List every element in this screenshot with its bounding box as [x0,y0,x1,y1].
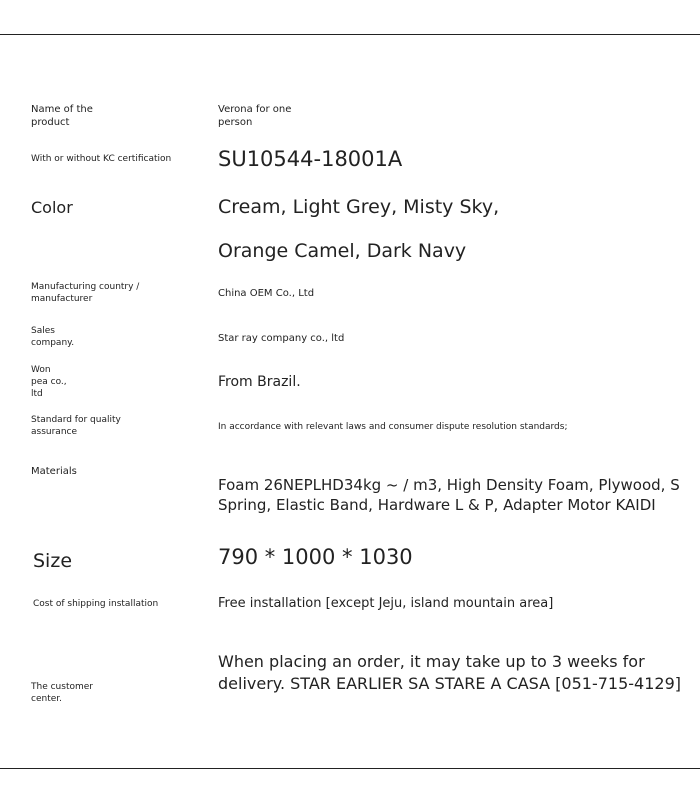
product-name-value: Verona for one person [218,104,292,128]
size-label: Size [33,550,73,572]
color-label: Color [31,198,73,217]
customer-center-value: When placing an order, it may take up to 3 weeks for delivery. STAR EARLIER SA STARE A CASA [051-715-4129] [218,652,681,693]
won-pea-label: Won pea co., ltd [31,365,67,399]
size-value: 790 * 1000 * 1030 [218,545,413,569]
product-name-label: Name of the product [31,104,93,128]
customer-center-label: The customer center. [31,682,93,704]
color-value-line2: Orange Camel, Dark Navy [218,240,467,262]
quality-standard-label: Standard for quality assurance [31,415,121,437]
bottom-divider [0,768,700,769]
sales-company-label: Sales company. [31,326,75,348]
kc-certification-value: SU10544-18001A [218,147,403,171]
sales-company-value: Star ray company co., ltd [218,333,345,344]
materials-label: Materials [31,466,77,477]
manufacturer-label: Manufacturing country / manufacturer [31,282,140,304]
quality-standard-value: In accordance with relevant laws and consumer dispute resolution standards; [218,422,568,432]
origin-value: From Brazil. [218,374,301,390]
kc-certification-label: With or without KC certification [31,154,172,164]
shipping-value: Free installation [except Jeju, island mountain area] [218,596,554,611]
materials-value: Foam 26NEPLHD34kg ~ / m3, High Density Foam, Plywood, S Spring, Elastic Band, Hardware L & P, Adapter Motor KAIDI [218,476,680,514]
top-divider [0,34,700,35]
manufacturer-value: China OEM Co., Ltd [218,288,315,299]
shipping-label: Cost of shipping installation [33,599,159,609]
color-value-line1: Cream, Light Grey, Misty Sky, [218,196,500,218]
